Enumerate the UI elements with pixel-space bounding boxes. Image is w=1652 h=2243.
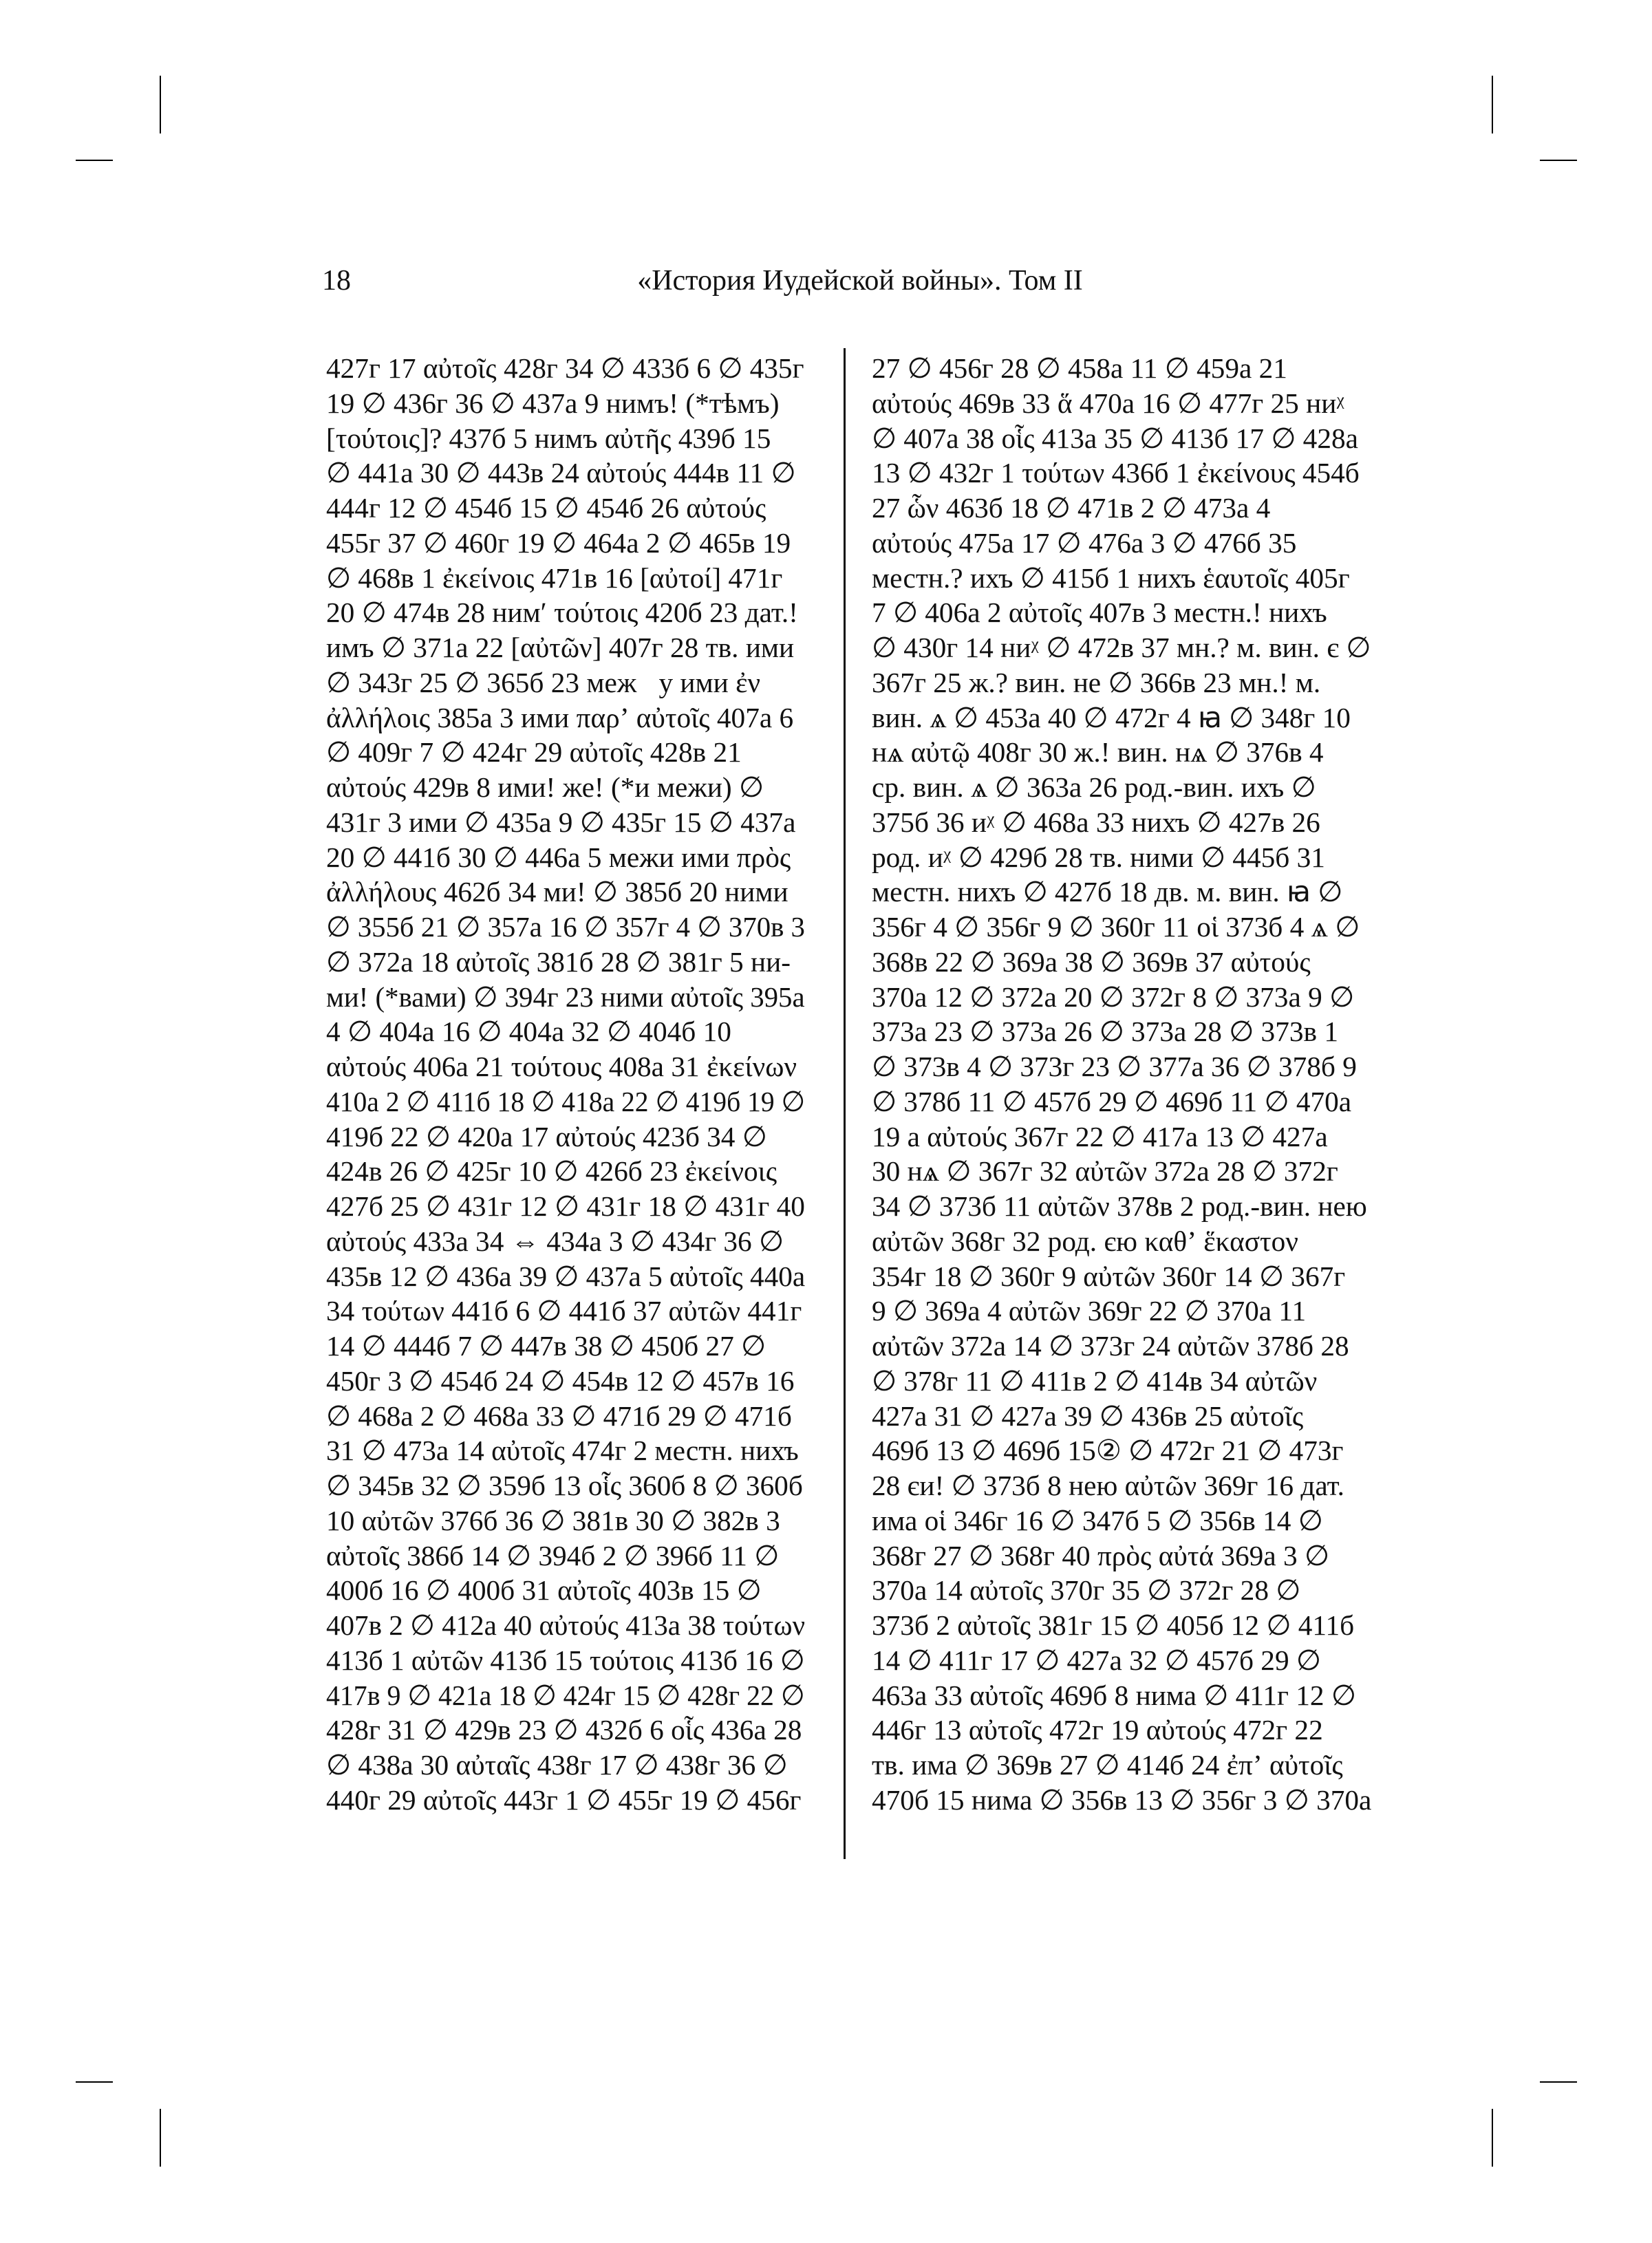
text-line: 427а 31 ∅ 427а 39 ∅ 436в 25 αὐτοῖς xyxy=(872,1399,1304,1432)
text-line: 14 ∅ 444б 7 ∅ 447в 38 ∅ 450б 27 ∅ xyxy=(326,1330,766,1362)
crop-mark xyxy=(160,76,161,133)
text-line: 4 ∅ 404а 16 ∅ 404а 32 ∅ 404б 10 xyxy=(326,1016,731,1048)
text-line: 34 τούτων 441б 6 ∅ 441б 37 αὐτῶν 441г xyxy=(326,1295,802,1327)
text-line: 463а 33 αὐτοῖς 469б 8 нима ∅ 411г 12 ∅ xyxy=(872,1679,1356,1711)
text-line: ἀλλήλοις 385а 3 ими παρʼ αὐτοῖς 407а 6 xyxy=(326,701,794,733)
text-line: αὐτούς 433а 34 ⇔ 434а 3 ∅ 434г 36 ∅ xyxy=(326,1225,784,1257)
crop-mark xyxy=(1540,160,1577,161)
crop-mark xyxy=(1540,2081,1577,2083)
text-line: 368г 27 ∅ 368г 40 πρὸς αὐτά 369а 3 ∅ xyxy=(872,1539,1329,1571)
text-line: ∅ 441а 30 ∅ 443в 24 αὐτούς 444в 11 ∅ xyxy=(326,457,796,489)
text-line: 450г 3 ∅ 454б 24 ∅ 454в 12 ∅ 457в 16 xyxy=(326,1364,795,1397)
crop-mark xyxy=(160,2109,161,2167)
text-line: 354г 18 ∅ 360г 9 αὐτῶν 360г 14 ∅ 367г xyxy=(872,1260,1346,1292)
text-line: ∅ 373в 4 ∅ 373г 23 ∅ 377а 36 ∅ 378б 9 xyxy=(872,1051,1357,1082)
text-line: ∅ 378б 11 ∅ 457б 29 ∅ 469б 11 ∅ 470а xyxy=(872,1085,1352,1117)
text-line: 28 єи! ∅ 373б 8 нею αὐτῶν 369г 16 дат. xyxy=(872,1470,1344,1501)
text-line: ∅ 468а 2 ∅ 468а 33 ∅ 471б 29 ∅ 471б xyxy=(326,1399,792,1432)
text-line: ἀλλήλους 462б 34 ми! ∅ 385б 20 ними xyxy=(326,876,789,908)
text-line: ∅ 345в 32 ∅ 359б 13 οἷς 360б 8 ∅ 360б xyxy=(326,1470,803,1501)
text-line: 455г 37 ∅ 460г 19 ∅ 464а 2 ∅ 465в 19 xyxy=(326,526,791,559)
text-line: 410а 2 ∅ 411б 18 ∅ 418а 22 ∅ 419б 19 ∅ xyxy=(326,1085,805,1117)
text-line: имъ ∅ 371а 22 [αὐτῶν] 407г 28 тв. ими xyxy=(326,632,795,663)
text-line: 370а 14 αὐτοῖς 370г 35 ∅ 372г 28 ∅ xyxy=(872,1574,1301,1607)
text-line: има οἱ 346г 16 ∅ 347б 5 ∅ 356в 14 ∅ xyxy=(872,1504,1323,1536)
text-line: 10 αὐτῶν 376б 36 ∅ 381в 30 ∅ 382в 3 xyxy=(326,1504,780,1536)
text-line: нѧ αὐτῷ 408г 30 ж.! вин. нѧ ∅ 376в 4 xyxy=(872,736,1324,769)
left-column xyxy=(326,351,805,1818)
column-divider xyxy=(844,348,846,1859)
text-line: 370а 12 ∅ 372а 20 ∅ 372г 8 ∅ 373а 9 ∅ xyxy=(872,980,1355,1013)
crop-mark xyxy=(76,2081,113,2083)
text-line: ∅ 343г 25 ∅ 365б 23 межⷣу ими ἐν xyxy=(326,666,761,698)
text-line: αὐτούς 406а 21 τούτους 408а 31 ἐκείνων xyxy=(326,1051,797,1082)
text-line: ∅ 378г 11 ∅ 411в 2 ∅ 414в 34 αὐτῶν xyxy=(872,1364,1318,1397)
running-title: «История Иудейской войны». Том II xyxy=(637,265,1083,297)
text-line: род. иᵡ ∅ 429б 28 тв. ними ∅ 445б 31 xyxy=(872,841,1325,873)
text-line: 367г 25 ж.? вин. не ∅ 366в 23 мн.! м. xyxy=(872,666,1321,698)
text-line: 356г 4 ∅ 356г 9 ∅ 360г 11 οἱ 373б 4 ѧ ∅ xyxy=(872,911,1360,943)
text-line: 427г 17 αὐτοῖς 428г 34 ∅ 433б 6 ∅ 435г xyxy=(326,352,804,384)
crop-mark xyxy=(76,160,113,161)
text-line: ∅ 355б 21 ∅ 357а 16 ∅ 357г 4 ∅ 370в 3 xyxy=(326,911,805,943)
text-line: 368в 22 ∅ 369а 38 ∅ 369в 37 αὐτούς xyxy=(872,945,1311,978)
crop-mark xyxy=(1492,2109,1493,2167)
text-line: ∅ 407а 38 οἷς 413а 35 ∅ 413б 17 ∅ 428а xyxy=(872,422,1358,454)
text-line: 440г 29 αὐτοῖς 443г 1 ∅ 455г 19 ∅ 456г xyxy=(326,1783,802,1816)
text-line: 20 ∅ 474в 28 нимʹ τούτοις 420б 23 дат.! xyxy=(326,597,798,629)
text-line: ∅ 409г 7 ∅ 424г 29 αὐτοῖς 428в 21 xyxy=(326,736,742,769)
text-line: 7 ∅ 406а 2 αὐτοῖς 407в 3 местн.! нихъ xyxy=(872,597,1327,629)
text-line: 413б 1 αὐτῶν 413б 15 τούτοις 413б 16 ∅ xyxy=(326,1644,805,1676)
text-line: 446г 13 αὐτοῖς 472г 19 αὐτούς 472г 22 xyxy=(872,1714,1323,1746)
text-line: αὐτῶν 368г 32 род. єю καθʼ ἕκαστον xyxy=(872,1225,1298,1257)
text-line: местн. нихъ ∅ 427б 18 дв. м. вин. ꙗ ∅ xyxy=(872,876,1343,908)
text-line: 469б 13 ∅ 469б 15② ∅ 472г 21 ∅ 473г xyxy=(872,1435,1344,1467)
text-line: 417в 9 ∅ 421а 18 ∅ 424г 15 ∅ 428г 22 ∅ xyxy=(326,1679,805,1711)
text-line: ∅ 468в 1 ἐκείνοις 471в 16 [αὐτοί] 471г xyxy=(326,561,783,594)
text-line: местн.? ихъ ∅ 415б 1 нихъ ἑαυτοῖς 405г xyxy=(872,561,1350,594)
text-line: 34 ∅ 373б 11 αὐτῶν 378в 2 род.-вин. нею xyxy=(872,1190,1367,1222)
page-number: 18 xyxy=(322,265,351,297)
text-line: 444г 12 ∅ 454б 15 ∅ 454б 26 αὐτούς xyxy=(326,492,766,524)
text-line: ср. вин. ѧ ∅ 363а 26 род.-вин. ихъ ∅ xyxy=(872,771,1316,803)
text-line: ∅ 438а 30 αὐταῖς 438г 17 ∅ 438г 36 ∅ xyxy=(326,1749,788,1781)
text-line: αὐτοῖς 386б 14 ∅ 394б 2 ∅ 396б 11 ∅ xyxy=(326,1539,780,1571)
text-line: 428г 31 ∅ 429в 23 ∅ 432б 6 οἷς 436а 28 xyxy=(326,1714,802,1746)
text-line: 27 ὧν 463б 18 ∅ 471в 2 ∅ 473а 4 xyxy=(872,492,1271,524)
text-line: 30 нѧ ∅ 367г 32 αὐτῶν 372а 28 ∅ 372г xyxy=(872,1155,1338,1188)
text-line: тв. има ∅ 369в 27 ∅ 414б 24 ἐπʼ αὐτοῖς xyxy=(872,1749,1343,1781)
text-line: 427б 25 ∅ 431г 12 ∅ 431г 18 ∅ 431г 40 xyxy=(326,1190,805,1222)
text-line: 27 ∅ 456г 28 ∅ 458а 11 ∅ 459а 21 xyxy=(872,352,1287,384)
text-line: вин. ѧ ∅ 453а 40 ∅ 472г 4 ꙗ ∅ 348г 10 xyxy=(872,701,1351,733)
text-line: 435в 12 ∅ 436а 39 ∅ 437а 5 αὐτοῖς 440а xyxy=(326,1260,806,1292)
text-line: 20 ∅ 441б 30 ∅ 446а 5 межи ими πρὸς xyxy=(326,841,791,873)
text-line: 373б 2 αὐτοῖς 381г 15 ∅ 405б 12 ∅ 411б xyxy=(872,1609,1355,1641)
text-line: 375б 36 иᵡ ∅ 468а 33 нихъ ∅ 427в 26 xyxy=(872,806,1320,838)
text-line: 400б 16 ∅ 400б 31 αὐτοῖς 403в 15 ∅ xyxy=(326,1574,762,1607)
text-line: 19 ∅ 436г 36 ∅ 437а 9 нимъ! (*тѣмъ) xyxy=(326,387,780,419)
text-line: 431г 3 ими ∅ 435а 9 ∅ 435г 15 ∅ 437а xyxy=(326,806,796,838)
text-line: 424в 26 ∅ 425г 10 ∅ 426б 23 ἐκείνοις xyxy=(326,1155,777,1188)
text-line: 470б 15 нима ∅ 356в 13 ∅ 356г 3 ∅ 370а xyxy=(872,1783,1372,1816)
text-line: ∅ 430г 14 ниᵡ ∅ 472в 37 мн.? м. вин. є ∅ xyxy=(872,632,1371,663)
text-line: 419б 22 ∅ 420а 17 αὐτούς 423б 34 ∅ xyxy=(326,1120,767,1152)
text-line: ∅ 372а 18 αὐτοῖς 381б 28 ∅ 381г 5 ни- xyxy=(326,945,791,978)
text-line: αὐτούς 469в 33 ἅ 470а 16 ∅ 477г 25 ниᵡ xyxy=(872,387,1345,419)
text-line: 9 ∅ 369а 4 αὐτῶν 369г 22 ∅ 370а 11 xyxy=(872,1295,1307,1327)
text-line: 13 ∅ 432г 1 τούτων 436б 1 ἐκείνους 454б xyxy=(872,457,1360,489)
text-line: αὐτῶν 372а 14 ∅ 373г 24 αὐτῶν 378б 28 xyxy=(872,1330,1349,1362)
text-line: 373а 23 ∅ 373а 26 ∅ 373а 28 ∅ 373в 1 xyxy=(872,1016,1338,1048)
text-line: αὐτούς 429в 8 ими! же! (*и межи) ∅ xyxy=(326,771,764,803)
text-line: 14 ∅ 411г 17 ∅ 427а 32 ∅ 457б 29 ∅ xyxy=(872,1644,1321,1676)
crop-mark xyxy=(1492,76,1493,133)
right-column xyxy=(872,351,1374,1818)
text-line: 19 а αὐτούς 367г 22 ∅ 417а 13 ∅ 427а xyxy=(872,1120,1328,1152)
text-line: [τούτοις]? 437б 5 нимъ αὐτῆς 439б 15 xyxy=(326,422,771,454)
text-line: 407в 2 ∅ 412а 40 αὐτούς 413а 38 τούτων xyxy=(326,1609,806,1641)
text-line: ми! (*вами) ∅ 394г 23 ними αὐτοῖς 395а xyxy=(326,980,805,1013)
text-line: αὐτούς 475а 17 ∅ 476а 3 ∅ 476б 35 xyxy=(872,526,1297,559)
text-line: 31 ∅ 473а 14 αὐτοῖς 474г 2 местн. нихъ xyxy=(326,1435,799,1467)
